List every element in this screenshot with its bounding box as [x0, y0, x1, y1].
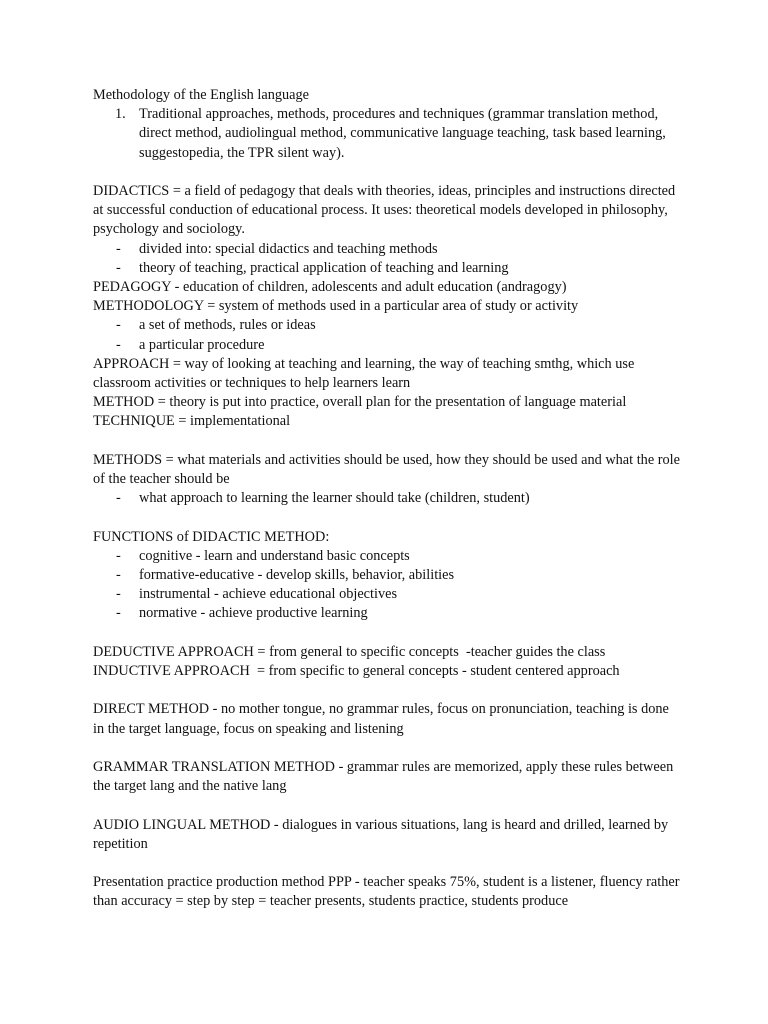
methods-bullet	[93, 489, 683, 508]
dash-bullet: -	[116, 547, 121, 564]
functions-bullet	[93, 604, 683, 623]
bullet-text: a particular procedure	[139, 336, 265, 353]
inductive-approach: INDUCTIVE APPROACH = from specific to general concepts - student centered approach	[93, 663, 620, 680]
deductive-approach: DEDUCTIVE APPROACH = from general to specific concepts -teacher guides the class	[93, 643, 606, 660]
functions-bullet	[93, 585, 683, 604]
functions-bullet	[93, 547, 683, 566]
direct-method: DIRECT METHOD - no mother tongue, no grammar rules, focus on pronunciation, teaching is done in the target language, focus on speaking and listening	[93, 701, 669, 737]
didactics-bullet	[93, 259, 683, 278]
pedagogy-definition: PEDAGOGY - education of children, adolescents and adult education (andragogy)	[93, 279, 567, 296]
methodology-bullet	[93, 336, 683, 355]
technique-definition: TECHNIQUE = implementational	[93, 413, 291, 430]
list-number: 1.	[115, 106, 126, 123]
bullet-text: formative-educative - develop skills, behavior, abilities	[139, 567, 455, 584]
bullet-text: divided into: special didactics and teaching methods	[139, 240, 438, 257]
dash-bullet: -	[116, 605, 121, 622]
document-page	[93, 86, 683, 912]
numbered-item-1	[93, 105, 683, 163]
bullet-text: what approach to learning the learner should take (children, student)	[139, 490, 530, 507]
bullet-text: cognitive - learn and understand basic concepts	[139, 547, 410, 564]
dash-bullet: -	[116, 259, 121, 276]
spacer	[93, 624, 683, 643]
dash-bullet: -	[116, 317, 121, 334]
dash-bullet: -	[116, 240, 121, 257]
bullet-text: instrumental - achieve educational objectives	[139, 586, 398, 603]
grammar-translation-method: GRAMMAR TRANSLATION METHOD - grammar rules are memorized, apply these rules between the target lang and the native lang	[93, 759, 674, 795]
spacer	[93, 796, 683, 815]
dash-bullet: -	[116, 490, 121, 507]
methods-definition: METHODS = what materials and activities should be used, how they should be used and what the role of the teacher should be	[93, 451, 680, 488]
spacer	[93, 163, 683, 182]
document-title: Methodology of the English language	[93, 87, 310, 103]
functions-heading: FUNCTIONS of DIDACTIC METHOD:	[93, 528, 330, 545]
audio-lingual-method: AUDIO LINGUAL METHOD - dialogues in various situations, lang is heard and drilled, learned by repetition	[93, 816, 669, 852]
ppp-method: Presentation practice production method PPP - teacher speaks 75%, student is a listener, fluency rather than accuracy = step by step = teacher presents, students practice, students produce	[93, 874, 680, 910]
method-definition: METHOD = theory is put into practice, overall plan for the presentation of language material	[93, 394, 627, 411]
spacer	[93, 508, 683, 527]
spacer	[93, 432, 683, 451]
spacer	[93, 854, 683, 873]
bullet-text: theory of teaching, practical application of teaching and learning	[139, 259, 509, 276]
didactics-bullet	[93, 240, 683, 259]
dash-bullet: -	[116, 567, 121, 584]
bullet-text: a set of methods, rules or ideas	[139, 317, 316, 334]
bullet-text: normative - achieve productive learning	[139, 605, 368, 622]
methodology-definition: METHODOLOGY = system of methods used in a particular area of study or activity	[93, 298, 579, 315]
spacer	[93, 739, 683, 758]
numbered-item-text: Traditional approaches, methods, procedures and techniques (grammar translation method, direct method, audiolingual method, communicative language teaching, task based learning, suggestopedia, the TPR silent way).	[139, 106, 666, 161]
spacer	[93, 681, 683, 700]
methodology-bullet	[93, 316, 683, 335]
functions-bullet	[93, 566, 683, 585]
didactics-definition: DIDACTICS = a field of pedagogy that deals with theories, ideas, principles and instructions directed at successful conduction of educational process. It uses: theoretical models developed in philosophy, psychology and sociology.	[93, 183, 676, 238]
dash-bullet: -	[116, 586, 121, 603]
approach-definition: APPROACH = way of looking at teaching and learning, the way of teaching smthg, which use classroom activities or techniques to help learners learn	[93, 355, 635, 392]
dash-bullet: -	[116, 336, 121, 353]
